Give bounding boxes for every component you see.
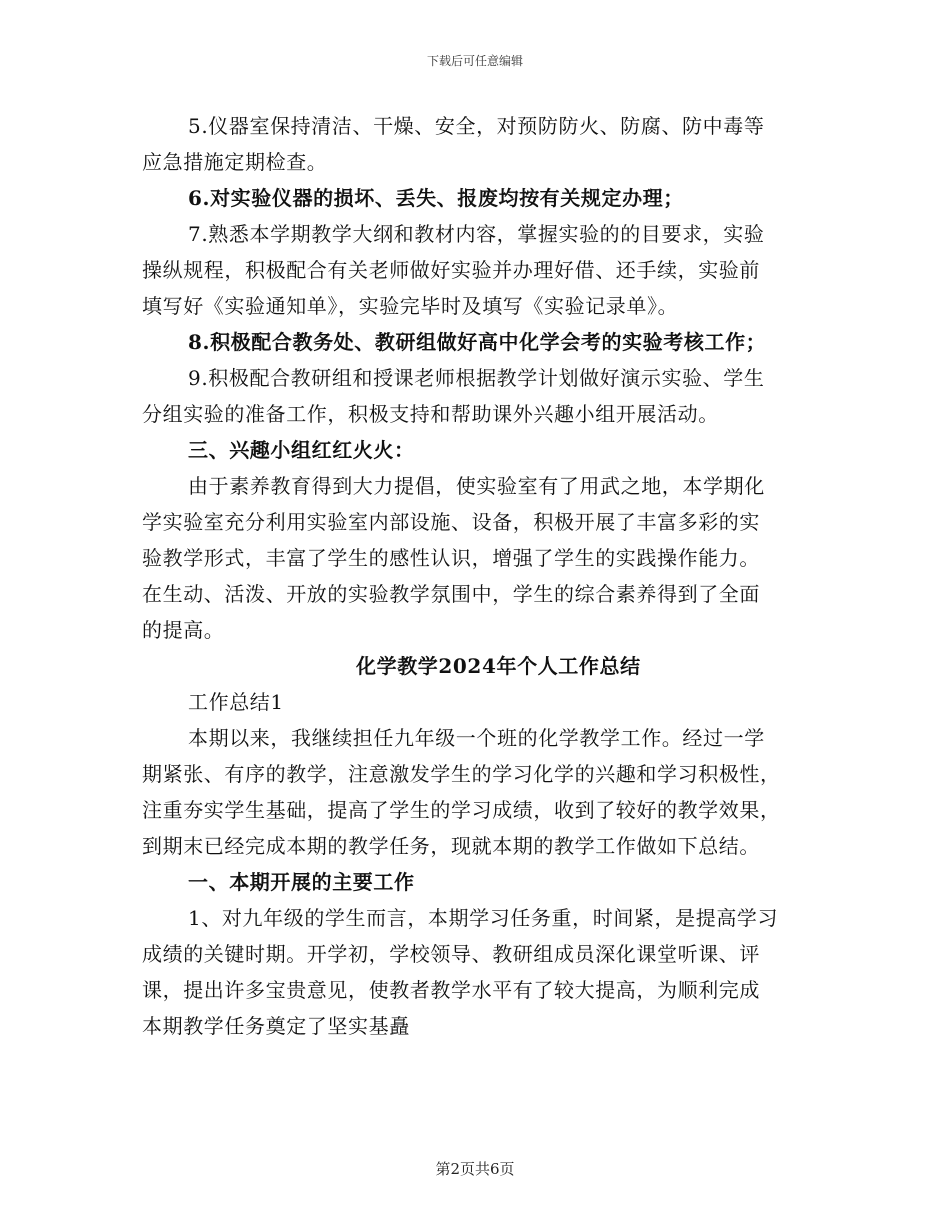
text-line: 9.积极配合教研组和授课老师根据教学计划做好演示实验、学生 [188, 366, 765, 390]
section-heading: 三、兴趣小组红红火火： [188, 438, 415, 462]
page-header: 下载后可任意编辑 [426, 54, 523, 68]
text-line: 期紧张、有序的教学，注意激发学生的学习化学的兴趣和学习积极性， [142, 762, 781, 786]
text-line: 5.仪器室保持清洁、干燥、安全，对预防防火、防腐、防中毒等 [188, 114, 765, 138]
text-line: 的提高。 [142, 618, 225, 642]
text-line: 1、对九年级的学生而言，本期学习任务重，时间紧，是提高学习 [188, 906, 779, 930]
text-line: 操纵规程，积极配合有关老师做好实验并办理好借、还手续，实验前 [142, 258, 760, 282]
text-line: 课，提出许多宝贵意见，使教者教学水平有了较大提高，为顺利完成 [142, 978, 760, 1002]
text-line: 7.熟悉本学期教学大纲和教材内容，掌握实验的的目要求，实验 [188, 222, 765, 246]
document-title: 化学教学2024年个人工作总结 [356, 654, 641, 678]
text-line: 应急措施定期检查。 [142, 150, 328, 174]
text-line: 填写好《实验通知单》，实验完毕时及填写《实验记录单》。 [142, 294, 679, 318]
text-line-bold: 8.积极配合教务处、教研组做好高中化学会考的实验考核工作； [188, 330, 767, 354]
text-line: 分组实验的准备工作，积极支持和帮助课外兴趣小组开展活动。 [142, 402, 719, 426]
text-line: 本期以来，我继续担任九年级一个班的化学教学工作。经过一学 [188, 726, 765, 750]
text-line: 由于素养教育得到大力提倡，使实验室有了用武之地，本学期化 [188, 474, 765, 498]
text-line: 到期末已经完成本期的教学任务，现就本期的教学工作做如下总结。 [142, 834, 760, 858]
text-line: 验教学形式，丰富了学生的感性认识，增强了学生的实践操作能力。 [142, 546, 760, 570]
section-heading: 一、本期开展的主要工作 [188, 870, 415, 894]
page-footer: 第2页共6页 [435, 1160, 515, 1178]
text-line: 本期教学任务奠定了坚实基矗 [142, 1014, 410, 1038]
subsection-label: 工作总结1 [188, 690, 284, 714]
text-line: 注重夯实学生基础，提高了学生的学习成绩，收到了较好的教学效果， [142, 798, 781, 822]
text-line: 成绩的关键时期。开学初，学校领导、教研组成员深化课堂听课、评 [142, 942, 760, 966]
document-body [142, 108, 808, 1044]
text-line: 在生动、活泼、开放的实验教学氛围中，学生的综合素养得到了全面 [142, 582, 760, 606]
text-line: 学实验室充分利用实验室内部设施、设备，积极开展了丰富多彩的实 [142, 510, 760, 534]
text-line-bold: 6.对实验仪器的损坏、丢失、报废均按有关规定办理； [188, 186, 684, 210]
